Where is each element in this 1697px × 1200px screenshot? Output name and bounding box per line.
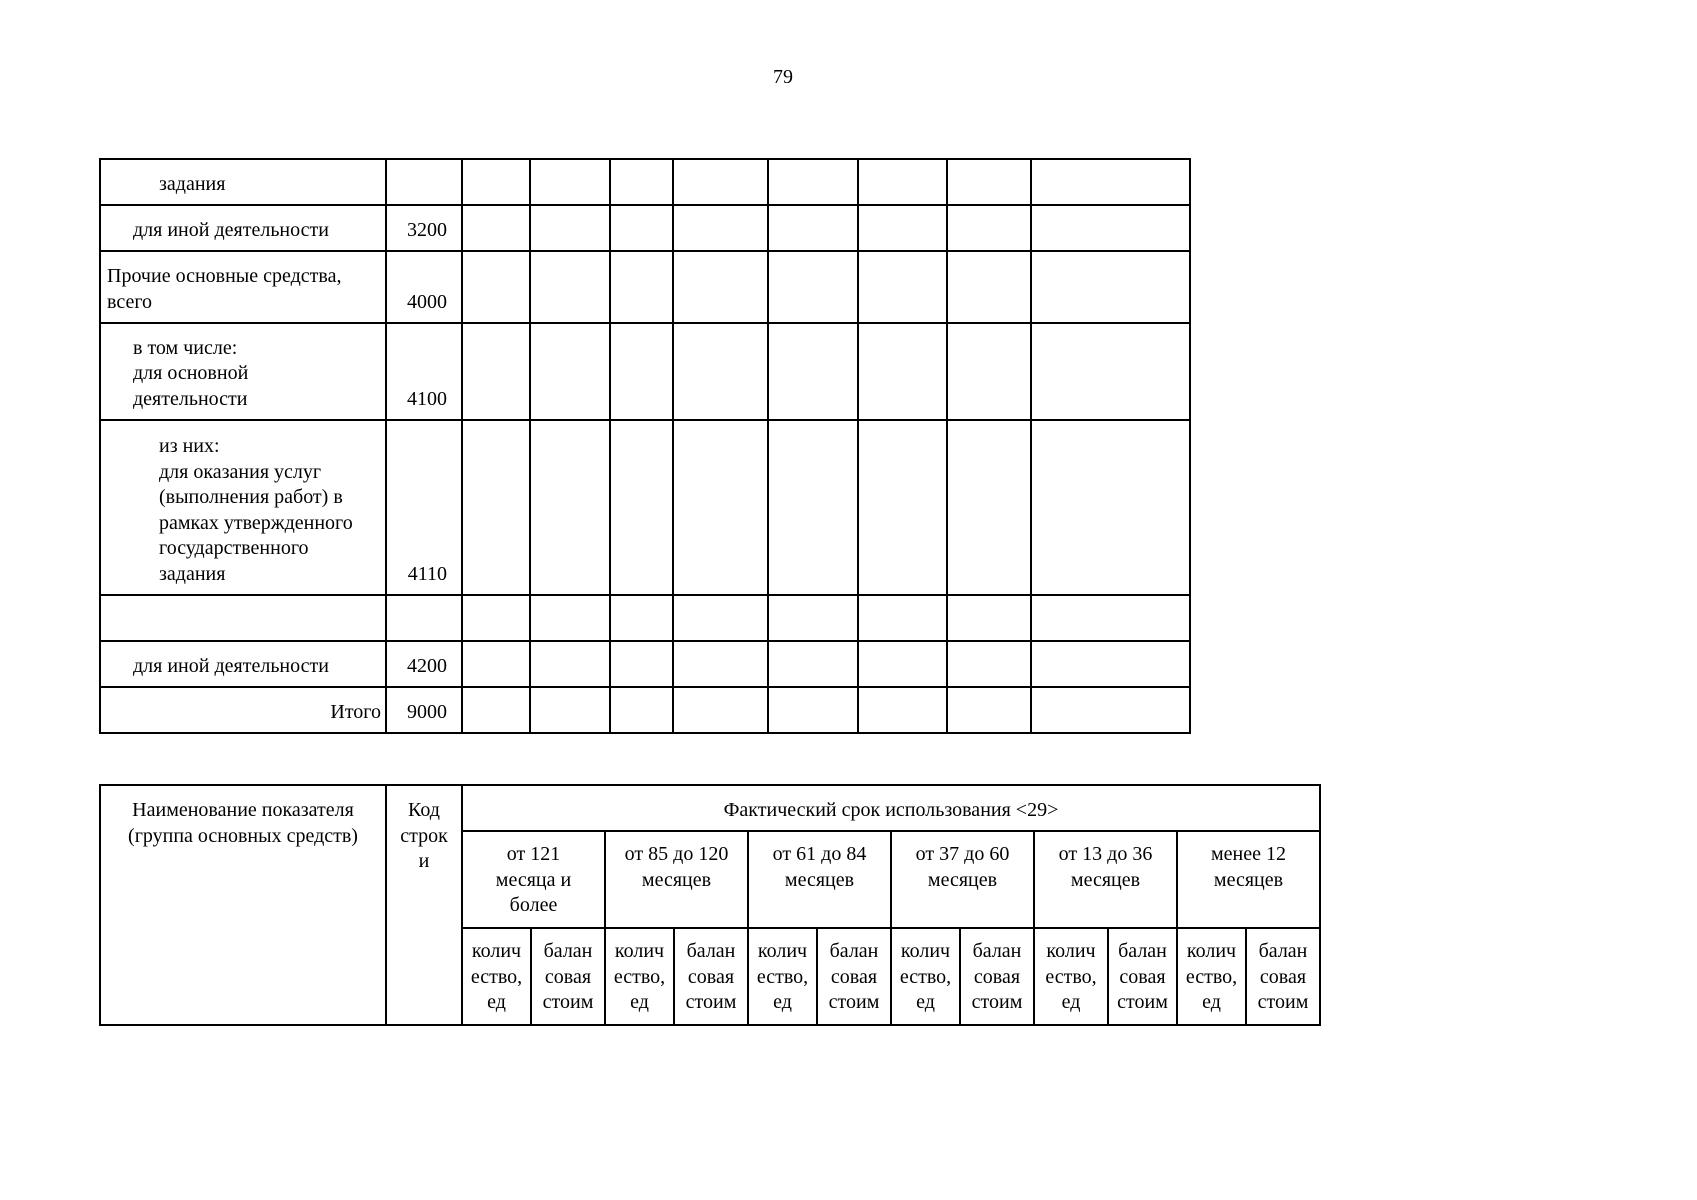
- book-value-header: балан совая стоим: [817, 928, 891, 1025]
- quantity-header: колич ество, ед: [748, 928, 817, 1025]
- period-header: от 37 до 60 месяцев: [891, 831, 1034, 928]
- page-number: 79: [773, 66, 793, 88]
- period-header: от 121 месяца и более: [462, 831, 605, 928]
- table-row: [100, 687, 1190, 733]
- row-label: для иной деятельности: [100, 641, 386, 687]
- row-label: задания: [100, 159, 386, 205]
- table-row: [100, 323, 1190, 420]
- row-label: для иной деятельности: [100, 205, 386, 251]
- fixed-assets-table-continued: [99, 158, 1191, 734]
- book-value-header: балан совая стоим: [1246, 928, 1320, 1025]
- book-value-header: балан совая стоим: [960, 928, 1034, 1025]
- table-row: [100, 420, 1190, 595]
- quantity-header: колич ество, ед: [605, 928, 674, 1025]
- column-header-group: Фактический срок использования <29>: [462, 785, 1320, 831]
- header-row: [100, 785, 1320, 831]
- period-header: менее 12 месяцев: [1177, 831, 1320, 928]
- row-label: из них: для оказания услуг (выполнения работ) в рамках утвержденного государственного задания: [100, 420, 386, 595]
- table-row: [100, 159, 1190, 205]
- row-code: 9000: [386, 687, 462, 733]
- row-code: 4100: [386, 323, 462, 420]
- row-label: Итого: [100, 687, 386, 733]
- row-code: [386, 595, 462, 641]
- column-header-code: Код строк и: [386, 785, 462, 1025]
- quantity-header: колич ество, ед: [891, 928, 960, 1025]
- period-header: от 61 до 84 месяцев: [748, 831, 891, 928]
- row-label: в том числе: для основной деятельности: [100, 323, 386, 420]
- period-header: от 13 до 36 месяцев: [1034, 831, 1177, 928]
- quantity-header: колич ество, ед: [462, 928, 531, 1025]
- actual-use-period-table: [99, 784, 1321, 1026]
- quantity-header: колич ество, ед: [1177, 928, 1246, 1025]
- row-code: 4000: [386, 251, 462, 323]
- table-row: [100, 595, 1190, 641]
- table-row: [100, 251, 1190, 323]
- row-label: [100, 595, 386, 641]
- row-code: [386, 159, 462, 205]
- row-code: 3200: [386, 205, 462, 251]
- book-value-header: балан совая стоим: [674, 928, 748, 1025]
- book-value-header: балан совая стоим: [1108, 928, 1177, 1025]
- row-label: Прочие основные средства, всего: [100, 251, 386, 323]
- column-header-name: Наименование показателя (группа основных средств): [100, 785, 386, 1025]
- table-row: [100, 641, 1190, 687]
- book-value-header: балан совая стоим: [531, 928, 605, 1025]
- row-code: 4200: [386, 641, 462, 687]
- row-code: 4110: [386, 420, 462, 595]
- period-header: от 85 до 120 месяцев: [605, 831, 748, 928]
- quantity-header: колич ество, ед: [1034, 928, 1108, 1025]
- table-row: [100, 205, 1190, 251]
